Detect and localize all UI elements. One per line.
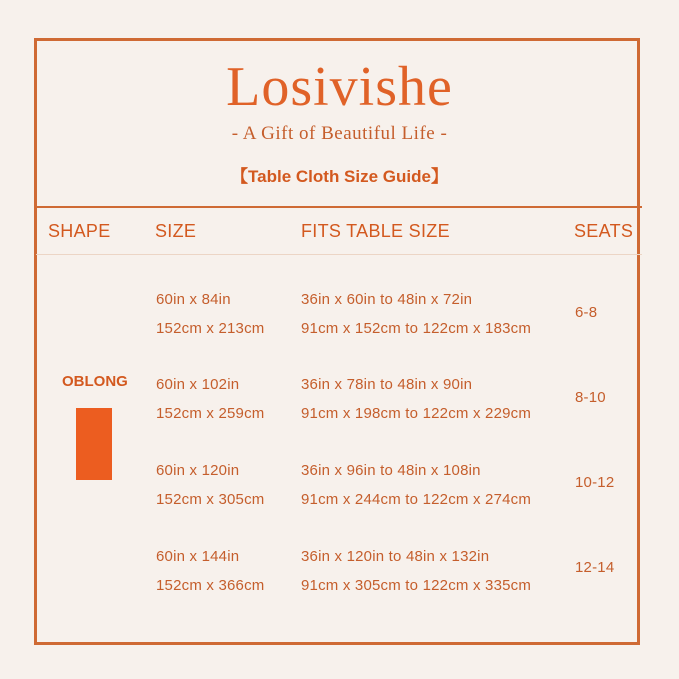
row-1-fits-cm: 91cm x 152cm to 122cm x 183cm bbox=[301, 320, 532, 337]
row-2-fits-cm: 91cm x 198cm to 122cm x 229cm bbox=[301, 405, 532, 422]
brand-logo-text: Losivishe bbox=[226, 56, 453, 118]
column-header-size: SIZE bbox=[155, 221, 197, 241]
row-4-size-cm: 152cm x 366cm bbox=[156, 577, 265, 594]
row-1-seats: 6-8 bbox=[575, 304, 598, 321]
row-2-seats: 8-10 bbox=[575, 389, 606, 406]
row-3-fits-cm: 91cm x 244cm to 122cm x 274cm bbox=[301, 491, 532, 508]
header-divider bbox=[36, 206, 642, 208]
brand-tagline: - A Gift of Beautiful Life - bbox=[231, 123, 448, 144]
row-4-fits-cm: 91cm x 305cm to 122cm x 335cm bbox=[301, 577, 532, 594]
row-4-size-in: 60in x 144in bbox=[156, 548, 240, 565]
row-1-size-in: 60in x 84in bbox=[156, 291, 231, 308]
column-header-divider bbox=[36, 254, 642, 255]
column-header-seats: SEATS bbox=[574, 221, 634, 241]
oblong-rectangle-icon bbox=[76, 408, 112, 480]
row-4-seats: 12-14 bbox=[575, 559, 615, 576]
column-header-shape: SHAPE bbox=[48, 221, 111, 241]
row-1-fits-in: 36in x 60in to 48in x 72in bbox=[301, 291, 473, 308]
row-3-fits-in: 36in x 96in to 48in x 108in bbox=[301, 462, 481, 479]
row-2-size-in: 60in x 102in bbox=[156, 376, 240, 393]
row-1-size-cm: 152cm x 213cm bbox=[156, 320, 265, 337]
row-3-size-in: 60in x 120in bbox=[156, 462, 240, 479]
row-3-seats: 10-12 bbox=[575, 474, 615, 491]
row-2-size-cm: 152cm x 259cm bbox=[156, 405, 265, 422]
row-4-fits-in: 36in x 120in to 48in x 132in bbox=[301, 548, 490, 565]
row-3-size-cm: 152cm x 305cm bbox=[156, 491, 265, 508]
column-header-fits: FITS TABLE SIZE bbox=[301, 221, 450, 241]
row-2-fits-in: 36in x 78in to 48in x 90in bbox=[301, 376, 473, 393]
shape-label: OBLONG bbox=[62, 373, 128, 390]
page-title: 【Table Cloth Size Guide】 bbox=[231, 167, 448, 186]
